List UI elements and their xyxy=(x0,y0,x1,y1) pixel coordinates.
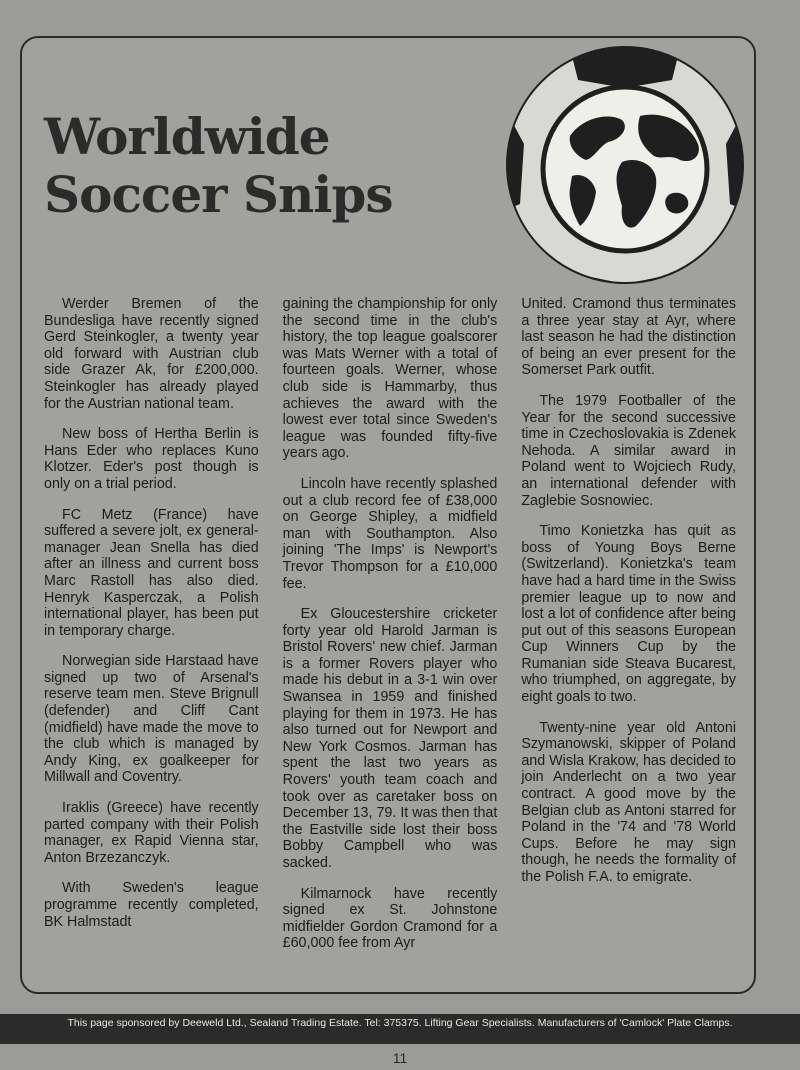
article-body xyxy=(44,296,736,986)
paragraph: Lincoln have recently splashed out a club record fee of £38,000 on George Shipley, a midfield man with Southampton. Also joining 'The Imps' is Newport's Trevor Thompson for a £10,000 fee. xyxy=(282,475,498,592)
headline-line-2: Soccer Snips xyxy=(44,165,393,224)
paragraph: Kilmarnock have recently signed ex St. Johnstone midfielder Gordon Cramond for a £60,000 fee from Ayr xyxy=(282,885,498,952)
paragraph: The 1979 Footballer of the Year for the second successive time in Czechoslovakia is Zdenek Nehoda. A similar award in Poland went to Wojciech Rudy, an international defender with Zaglebie Sosnowiec. xyxy=(521,392,736,509)
article-column-1 xyxy=(44,296,259,986)
paragraph: Werder Bremen of the Bundesliga have recently signed Gerd Steinkogler, a twenty year old forward with Austrian club side Grazer Ak, for £200,000. Steinkogler has already played for the Austrian national team. xyxy=(44,296,259,412)
article-column-3 xyxy=(521,296,736,986)
article-column-2 xyxy=(283,296,498,986)
paragraph: With Sweden's league programme recently completed, BK Halmstadt xyxy=(44,880,259,930)
page-number: 11 xyxy=(392,1050,408,1066)
paragraph: Norwegian side Harstaad have signed up two of Arsenal's reserve team men. Steve Brignull (defender) and Cliff Cant (midfield) have made the move to the club which is managed by Andy King, ex goalkeeper for Millwall and Coventry. xyxy=(44,653,259,786)
paragraph: gaining the championship for only the second time in the club's history, the top league goalscorer was Mats Werner with a total of fourteen goals. Werner, whose club side is Hammarby, thus achieves the award with the lowest ever total since Sweden's league was founded fifty-five years ago. xyxy=(282,296,498,462)
page-title xyxy=(44,108,392,224)
headline-line-1: Worldwide xyxy=(44,107,330,166)
sponsor-banner: This page sponsored by Deeweld Ltd., Sealand Trading Estate. Tel: 375375. Lifting Gear Specialists. Manufacturers of 'Camlock' Plate Clamps. xyxy=(0,1014,800,1044)
globe-soccer-ball-icon xyxy=(504,44,746,286)
paragraph: New boss of Hertha Berlin is Hans Eder who replaces Kuno Klotzer. Eder's post though is only on a trial period. xyxy=(44,426,259,492)
paragraph: Iraklis (Greece) have recently parted company with their Polish manager, ex Rapid Vienna star, Anton Brzezanczyk. xyxy=(44,800,259,866)
paragraph: Twenty-nine year old Antoni Szymanowski, skipper of Poland and Wisla Krakow, has decided to join Anderlecht on a two year contract. A good move by the Belgian club as Antoni starred for Poland in the '74 and '78 World Cups. Before he may sign though, he needs the formality of the Polish F.A. to emigrate. xyxy=(521,719,736,885)
paragraph: Ex Gloucestershire cricketer forty year old Harold Jarman is Bristol Rovers' new chief. Jarman is a former Rovers player who made his debut in a 3-1 win over Swansea in 1959 and finished playing for them in 1973. He has also turned out for Newport and New York Cosmos. Jarman has spent the last two years as Rovers' youth team coach and took over as caretaker boss on December 13, 79. It was then that the Eastville side lost their boss Bobby Campbell who was sacked. xyxy=(282,606,498,871)
paragraph: FC Metz (France) have suffered a severe jolt, ex general-manager Jean Snella has died after an illness and current boss Marc Rastoll has also died. Henryk Kasperczak, a Polish international player, has been put in temporary charge. xyxy=(44,506,259,639)
paragraph: United. Cramond thus terminates a three year stay at Ayr, where last season he had the distinction of being an ever present for the Somerset Park outfit. xyxy=(521,296,736,379)
paragraph: Timo Konietzka has quit as boss of Young Boys Berne (Switzerland). Konietzka's team have had a hard time in the Swiss premier league up to now and lost a lot of confidence after being put out of this seasons European Cup Winners Cup by the Rumanian side Steava Bucarest, who triumphed, on aggregate, by eight goals to two. xyxy=(521,523,736,706)
